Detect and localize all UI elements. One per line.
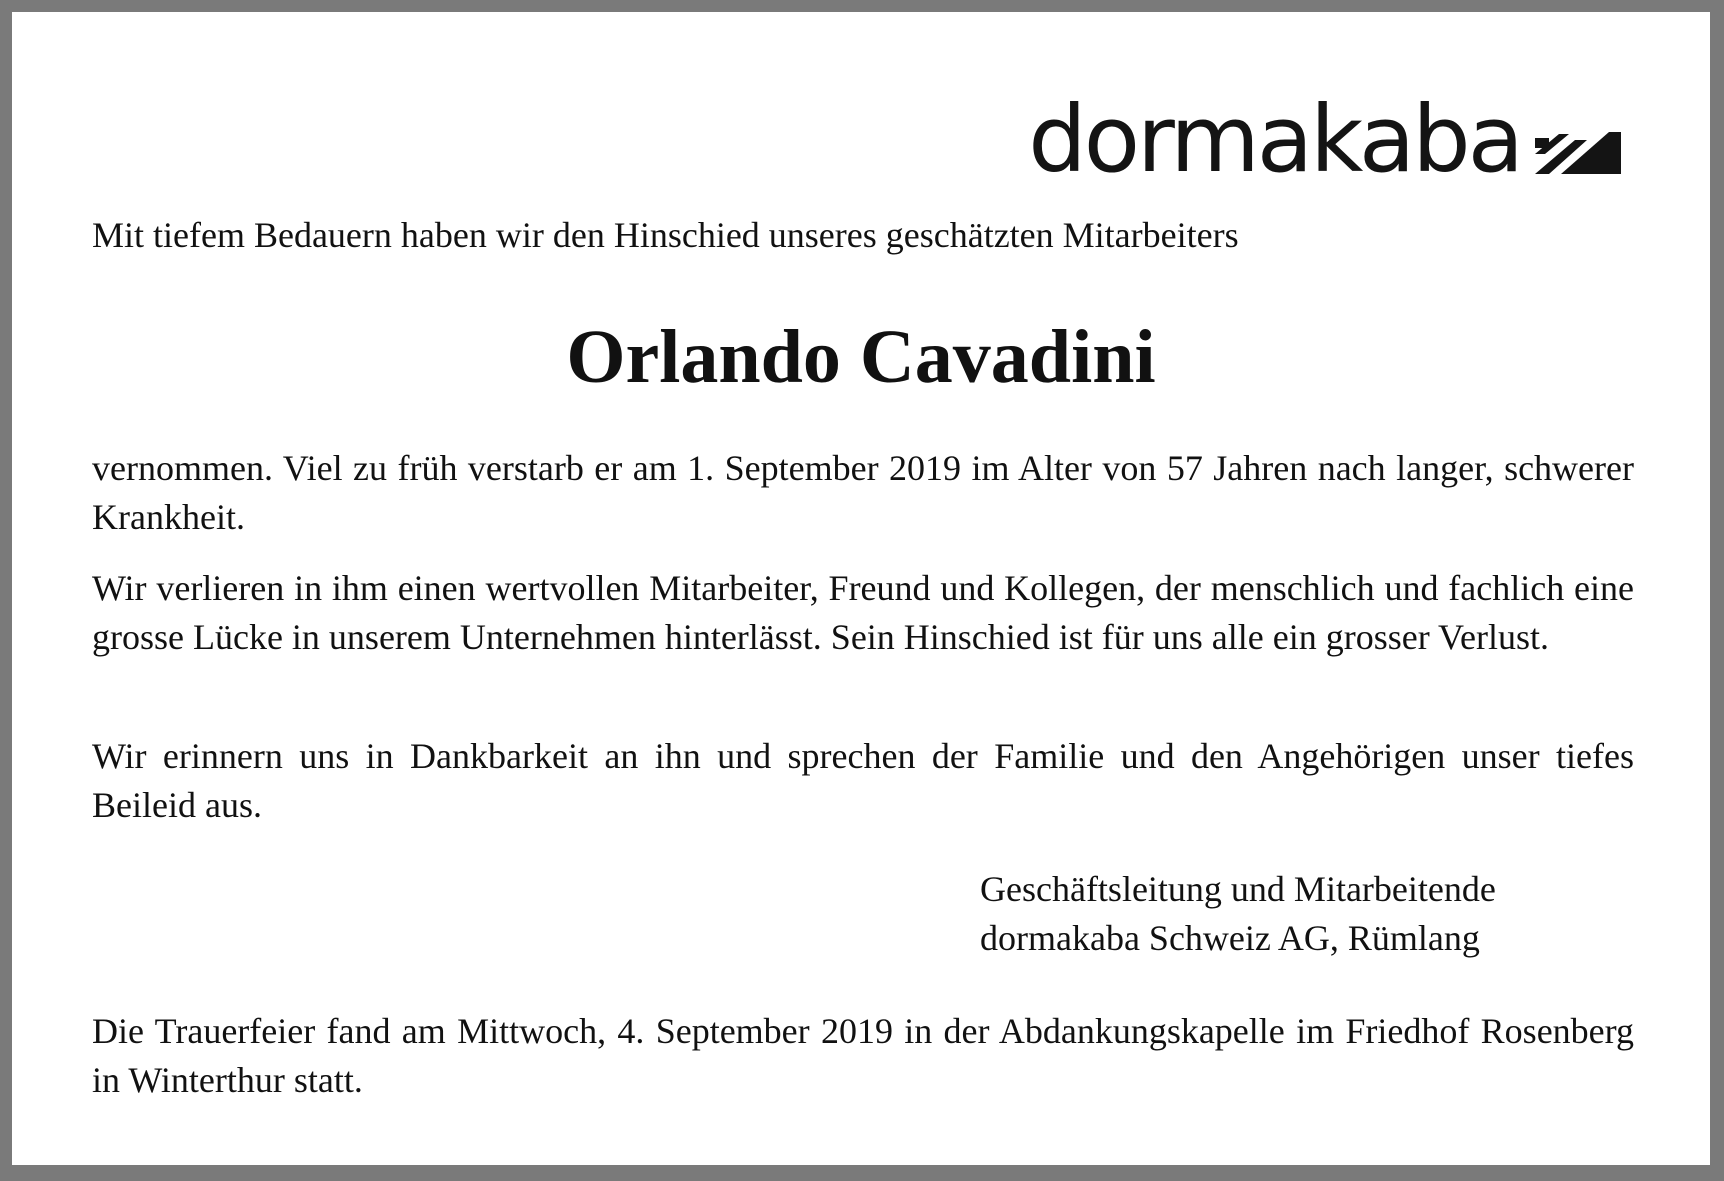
funeral-notice: Die Trauerfeier fand am Mittwoch, 4. September 2019 in der Abdankungskapelle im Friedhof Rosenberg in Winterthur statt.: [92, 1011, 1634, 1100]
dormakaba-logo-mark-icon: [1535, 126, 1621, 174]
obituary-sheet: [12, 12, 1710, 1165]
deceased-name: Orlando Cavadini: [566, 315, 1156, 399]
paragraph-loss: Wir verlieren in ihm einen wertvollen Mitarbeiter, Freund und Kollegen, der menschlich und fachlich eine grosse Lücke in unserem Unternehmen hinterlässt. Sein Hinschied ist für uns alle ein grosser Verlust.: [92, 568, 1634, 657]
signature-line-2: dormakaba Schweiz AG, Rümlang: [980, 918, 1480, 958]
signature-block: [980, 865, 1496, 963]
paragraph-death-notice: vernommen. Viel zu früh verstarb er am 1. September 2019 im Alter von 57 Jahren nach langer, schwerer Krankheit.: [92, 448, 1634, 537]
paragraph-condolences: Wir erinnern uns in Dankbarkeit an ihn und sprechen der Familie und den Angehörigen unser tiefes Beileid aus.: [92, 736, 1634, 825]
signature-line-1: Geschäftsleitung und Mitarbeitende: [980, 869, 1496, 909]
dormakaba-logo: [1028, 86, 1621, 193]
intro-text: Mit tiefem Bedauern haben wir den Hinschied unseres geschätzten Mitarbeiters: [92, 215, 1239, 255]
logo-wordmark: dormakaba: [1028, 86, 1521, 193]
